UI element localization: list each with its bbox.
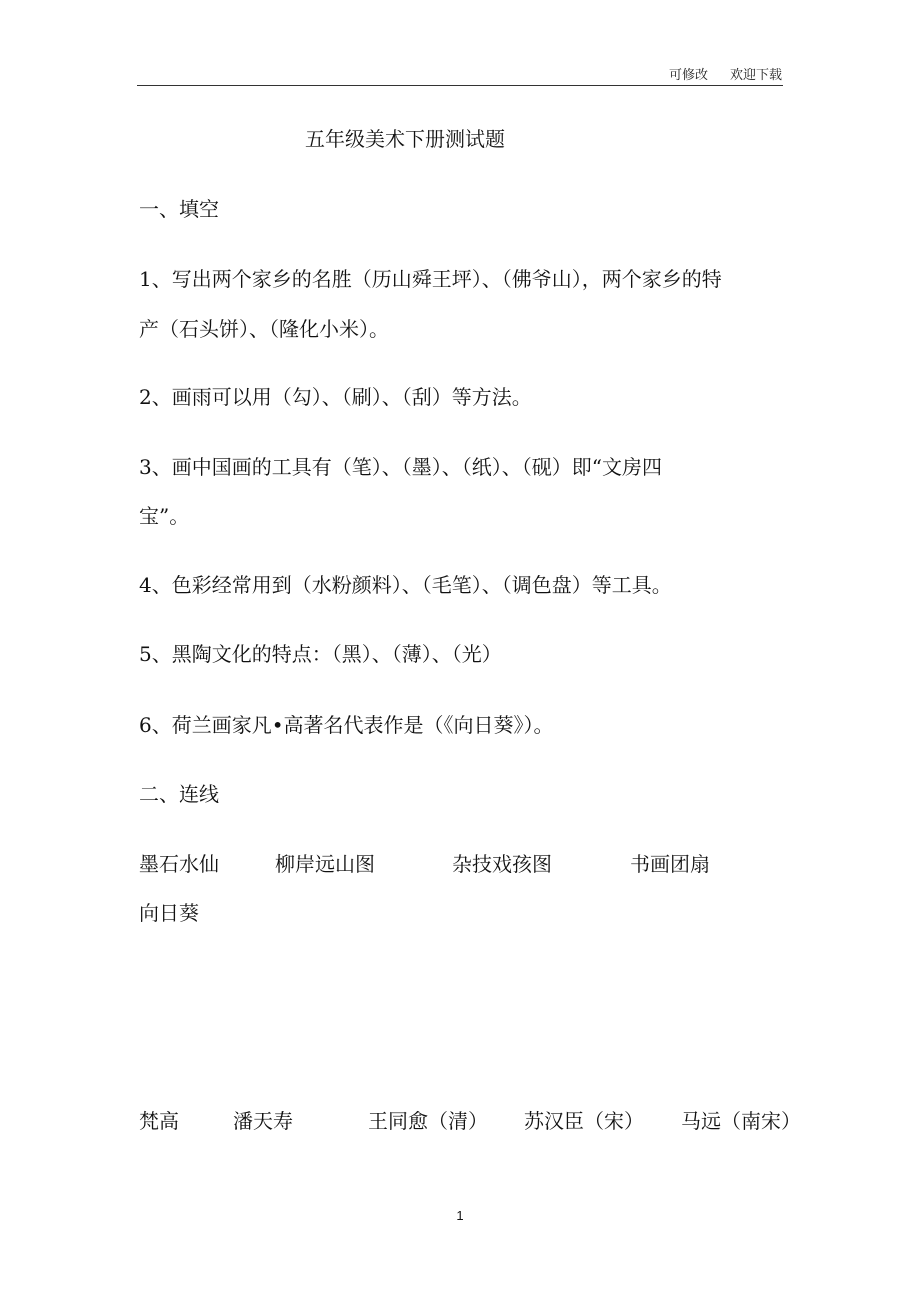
artist-item: 苏汉臣（宋）: [524, 1109, 644, 1133]
artwork-item: 墨石水仙: [139, 852, 219, 876]
header-divider: [137, 85, 783, 86]
artist-item: 马远（南宋）: [681, 1109, 801, 1133]
question-4: 4、色彩经常用到（水粉颜料）、（毛笔）、（调色盘）等工具。: [139, 573, 672, 597]
artist-item: 梵高: [139, 1109, 179, 1133]
question-2: 2、画雨可以用（勾）、（刷）、（刮）等方法。: [139, 385, 532, 409]
document-title: 五年级美术下册测试题: [305, 127, 505, 151]
question-1-line-2: 产（石头饼）、（隆化小米）。: [139, 317, 389, 341]
artwork-item: 柳岸远山图: [275, 852, 375, 876]
question-6: 6、荷兰画家凡•高著名代表作是（《向日葵》）。: [139, 713, 554, 737]
page-header: [0, 64, 782, 83]
question-3-line-2: 宝”。: [139, 504, 190, 528]
question-5: 5、黑陶文化的特点：（黑）、（薄）、（光）: [139, 642, 502, 666]
artwork-item: 书画团扇: [630, 852, 710, 876]
page-number: 1: [456, 1208, 464, 1223]
artist-item: 王同愈（清）: [368, 1109, 488, 1133]
question-3-line-1: 3、画中国画的工具有（笔）、（墨）、（纸）、（砚）即“文房四: [139, 455, 662, 479]
artwork-item: 杂技戏孩图: [452, 852, 552, 876]
header-editable-note: 可修改: [668, 68, 708, 83]
section-1-heading: 一、填空: [139, 197, 219, 221]
artwork-item: 向日葵: [139, 901, 199, 925]
header-download-note: 欢迎下载: [729, 68, 782, 83]
artist-item: 潘天寿: [233, 1109, 293, 1133]
section-2-heading: 二、连线: [139, 782, 219, 806]
question-1-line-1: 1、写出两个家乡的名胜（历山舜王坪）、（佛爷山），两个家乡的特: [139, 267, 722, 291]
